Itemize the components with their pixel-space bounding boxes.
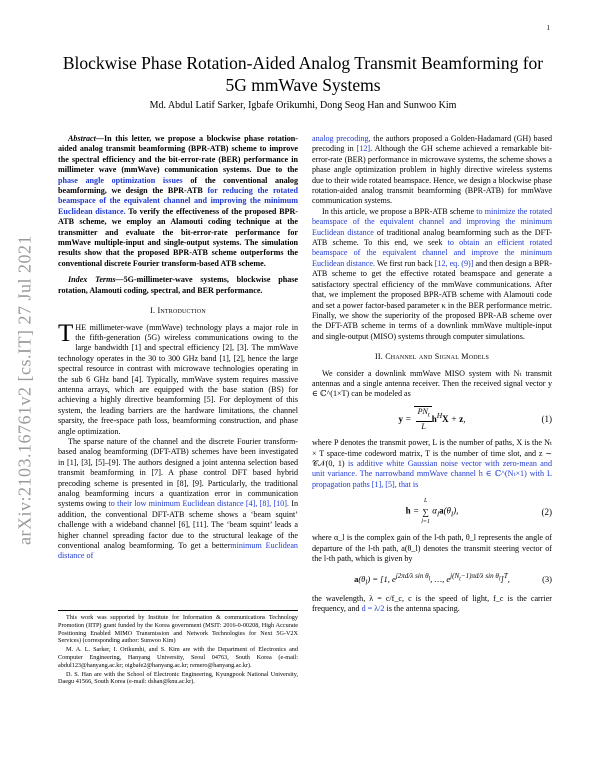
right-text: . Although the GH scheme achieved a remarkable bit-error-rate (BER) performance in microwave systems, the scheme shows a phase angle optimization problem in highly directive wireless systems due to their wide rotated beamspace. Hence, we design a blockwise phase rotation-aided analog transmit beamforming (BPR-ATB) for mmWave communication systems. — [312, 144, 552, 206]
model-paragraph-2 — [312, 438, 552, 490]
right-text: is the antenna spacing. — [384, 603, 460, 613]
right-link-2[interactable]: to obtain an efficient rotated beamspace of the equivalent channel and improve the minimum Euclidean distance. — [312, 238, 553, 268]
equation-number: (2) — [541, 506, 552, 517]
abstract-text: of the conventional analog beamforming, we design the BPR-ATB — [58, 175, 298, 196]
intro-link-2[interactable]: minimum Euclidean distance of — [58, 541, 298, 561]
intro-paragraph-1 — [58, 319, 298, 437]
citation-link-12[interactable]: [12] — [356, 144, 371, 154]
section-heading-model: II. Channel and Signal Models — [374, 352, 490, 362]
right-link-1[interactable]: to minimize the rotated beamspace of the equivalent channel and improving the minimum Euclidean distance — [312, 206, 553, 237]
right-text: We first run back — [374, 258, 435, 268]
footnote-affiliation-2: D. S. Han are with the School of Electronic Engineering, Kyungpook National University, Daegu 41566, South Korea (e-mail: dshan@knu.ac.kr). — [58, 670, 298, 686]
arxiv-stamp — [14, 200, 36, 580]
footnote-affiliation-1: M. A. L. Sarker, I. Orikumhi, and S. Kim are with the Department of Electronics and Computer Engineering, Hanyang University, Seoul 04763, South Korea (e-mail: abdul123@hanyang.ac.kr; oigbafe2@hanyang.ac.kr; remero@hanyang.ac.kr). — [58, 646, 298, 669]
equation-2: h = L ∑ l=1 $\alpha_la(\theta_l)$, (2) — [405, 498, 552, 525]
equation-number: (1) — [541, 413, 552, 424]
model-paragraph-1: We consider a downlink mmWave MISO system with Nₜ transmit antennas and a single antenna receiver. Then the received signal vector y ∈ ℂ^(1×T) can be modeled as — [312, 368, 552, 399]
abstract-label: Abstract — [68, 134, 96, 143]
index-terms — [58, 275, 298, 296]
abstract-text: To verify the effectiveness of the proposed BPR-ATB scheme, we employ an Alamouti coding technique at the transmitter and evaluate the bit-error-rate performance for mmWave multiple-input and single-output systems. The simulation results show that the proposed BPR-ATB scheme outperforms the conventional discrete Fourier transform-based ATB scheme. — [58, 206, 298, 268]
equation-number: (3) — [542, 573, 552, 584]
model-link-spacing[interactable]: d = λ/2 — [361, 603, 385, 613]
model-paragraph-3: where α_l is the complex gain of the l-th path, θ_l represents the angle of departure of the l-th path, a(θ_l) denotes the transmit steering vector of the l-th path, which is given by — [312, 533, 552, 564]
right-text: the authors proposed a Golden-Hadamard (GH) based precoding in — [312, 134, 552, 154]
right-text: the wavelength, λ = c/f_c, c is the speed of light, f_c is the carrier frequency, and — [312, 593, 552, 613]
author-list: Md. Abdul Latif Sarker, Igbafe Orikumhi, Dong Seog Han and Sunwoo Kim — [149, 100, 457, 111]
intro-paragraph-2 — [58, 437, 298, 562]
equation-1: y = $\frac{PN_t}{L}$ $h^HX + z$, (1) — [398, 406, 552, 431]
intro-text: In addition, the conventional DFT-ATB scheme shows a ‘beam squint’ challenge with a wideband channel [6], [11]. The ‘beam squint’ leads a higher channel spreading factor due to the structural leakage of the conventional analog beamforming. To get a better — [58, 499, 298, 551]
right-text: where P denotes the transmit power, L is the number of paths, X is the Nₜ × T space-time codeword matrix, T is the number of time slot, and z ∼ 𝒞𝒩(0, 1) — [312, 438, 552, 468]
right-paragraph-2 — [312, 207, 552, 342]
arxiv-id: arXiv:2103.16761v2 [cs.IT] 27 Jul 2021 — [14, 235, 35, 545]
abstract — [58, 134, 298, 269]
right-link-analog-precoding[interactable]: analog precoding, — [312, 134, 371, 143]
footnote-funding: This work was supported by Institute for Information & communications Technology Promotion (IITP) grant funded by the Korea government (MSIT: 2016-0-00208, High Accurate Positioning Enabled MIMO Transmission and Network Technologies for Next 5G-V2X Services) (corresponding author: Sunwoo Kim) — [58, 614, 298, 645]
intro-text: HE millimeter-wave (mmWave) technology plays a major role in the fifth-generation (5G) wireless communications owing to the large bandwidth [1] and spectral efficiency [2], [3]. The mmWave technology operates in the 30 to 300 GHz band [1], [2], hence the large spectral resource in contrast with microwave technologies operating in the sub 6 GHz band [4]. Typically, mmWave system requires massive antenna arrays, which are equipped with the base station (BS) for achieving a highly directive beamforming [5]. For deployment of this system, the leading barriers are the hardware limitations, the channel sparsity, the free-space path loss, beamforming construction, and phase angle optimization. — [58, 322, 298, 436]
right-link-eq9[interactable]: [12, eq. (9)] — [434, 258, 474, 268]
right-paragraph-1 — [312, 134, 552, 207]
index-terms-label: Index Terms — [68, 275, 116, 285]
equation-3: $a(\theta_l) = [1$, $e^{j2\pi d/\lambda sin \theta_l}$, …, $e^{j(N_t-1)\pi d/\lambda sin \theta_l}]^T$, (3) — [354, 571, 552, 587]
drop-cap: T — [58, 319, 74, 347]
intro-link-1[interactable]: to their low minimum Euclidean distance [4], [8], [10]. — [108, 499, 289, 509]
abstract-link-1[interactable]: phase angle optimization issues — [58, 175, 183, 185]
right-column — [312, 134, 552, 614]
right-text: In this article, we propose a BPR-ATB scheme — [322, 206, 477, 216]
paper-title: Blockwise Phase Rotation-Aided Analog Transmit Beamforming for 5G mmWave Systems — [62, 53, 544, 95]
model-paragraph-4 — [312, 594, 552, 615]
footnotes — [58, 610, 298, 687]
index-terms-text: —5G-millimeter-wave systems, blockwise phase rotation, Alamouti coding, spectral, and BER performance. — [58, 275, 298, 295]
right-text: and then design a BPR-ATB scheme to get the effective rotated beamspace and generate a satisfactory spectral efficiency of the mmWave communications. After that, we implement the proposed BPR-ATB scheme with Alamouti code and set a power factor-based parameter κ in the BER performance metric. Finally, we show the superiority of the proposed BPR-AB scheme over the DFT-ATB scheme in terms of a downlink mmWave multiple-input and single-output (MISO) systems through computer simulations. — [312, 258, 552, 341]
right-text: of traditional analog beamforming such as the DFT-ATB scheme. To this end, we seek — [312, 227, 552, 248]
model-link-noise[interactable]: is additive white Gaussian noise vector with zero-mean and unit variance. The narrowband mmWave channel h ∈ ℂ^(Nₜ×1) with L propagation paths [1], [5], that is — [312, 458, 552, 489]
page-number: 1 — [546, 24, 550, 32]
abstract-link-2[interactable]: for reducing the rotated beamspace of the equivalent channel and improving the minimum Euclidean distance. — [58, 186, 298, 216]
abstract-text: —In this letter, we propose a blockwise phase rotation-aided analog transmit beamforming (BPR-ATB) scheme to improve the spectral efficiency and the bit-error-rate (BER) performance in millimeter wave (mmWave) communication systems. Due to the — [58, 134, 298, 175]
intro-text: The sparse nature of the channel and the discrete Fourier transform-based analog beamforming (DFT-ATB) schemes have been investigated in [1], [3], [5]–[9]. The authors designed a joint antenna selection based transmit beamforming in [7]. A phase control DFT based hybrid precoding scheme is presented in [8], [9]. Particularly, the traditional analog beamforming incurs a quantization error in communication systems owing — [58, 436, 298, 509]
section-heading-intro: I. Introduction — [150, 306, 206, 316]
left-column — [58, 134, 298, 562]
